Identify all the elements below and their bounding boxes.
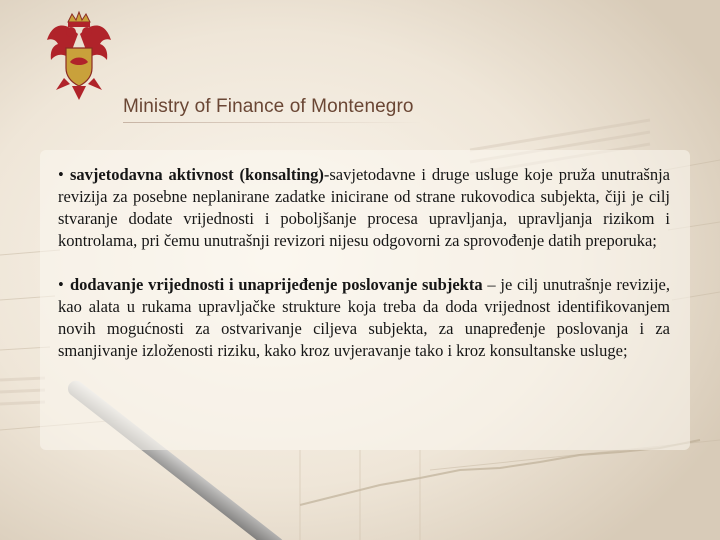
header [0,0,720,145]
paragraph-text: – je cilj unutrašnje revizije, kao alata u rukama upravljačke strukture koja treba da doda vrijednost identifikovanjem novih mogućnosti za ostvarivanje ciljeva subjekta, za unapređenje poslovanja i za smanjivanje izloženosti riziku, kako kroz uvjeravanje tako i kroz konsultanske usluge; [58,275,671,360]
body-text [58,164,670,362]
paragraph-value-adding [58,274,670,362]
ministry-title: Ministry of Finance of Montenegro [123,96,414,117]
paragraph-term: savjetodavna aktivnost (konsalting) [70,165,324,184]
paragraph-text: -savjetodavne i druge usluge koje pruža unutrašnja revizija za posebne neplanirane zadatke inicirane od strane rukovodica subjekta, čiji je cilj stvaranje dodate vrijednosti i poboljšanje procesa upravljanja, upravljanja rizikom i kontrolama, pri čemu unutrašnji revizori nijesu odgovorni za sprovođenje datih preporuka; [58,165,670,250]
coat-of-arms-icon [44,10,114,102]
bullet: • [58,165,64,184]
paragraph-term: dodavanje vrijednosti i unaprijeđenje poslovanje subjekta [70,275,483,294]
paragraph-consulting [58,164,670,252]
title-divider [123,122,423,123]
bullet: • [58,275,64,294]
